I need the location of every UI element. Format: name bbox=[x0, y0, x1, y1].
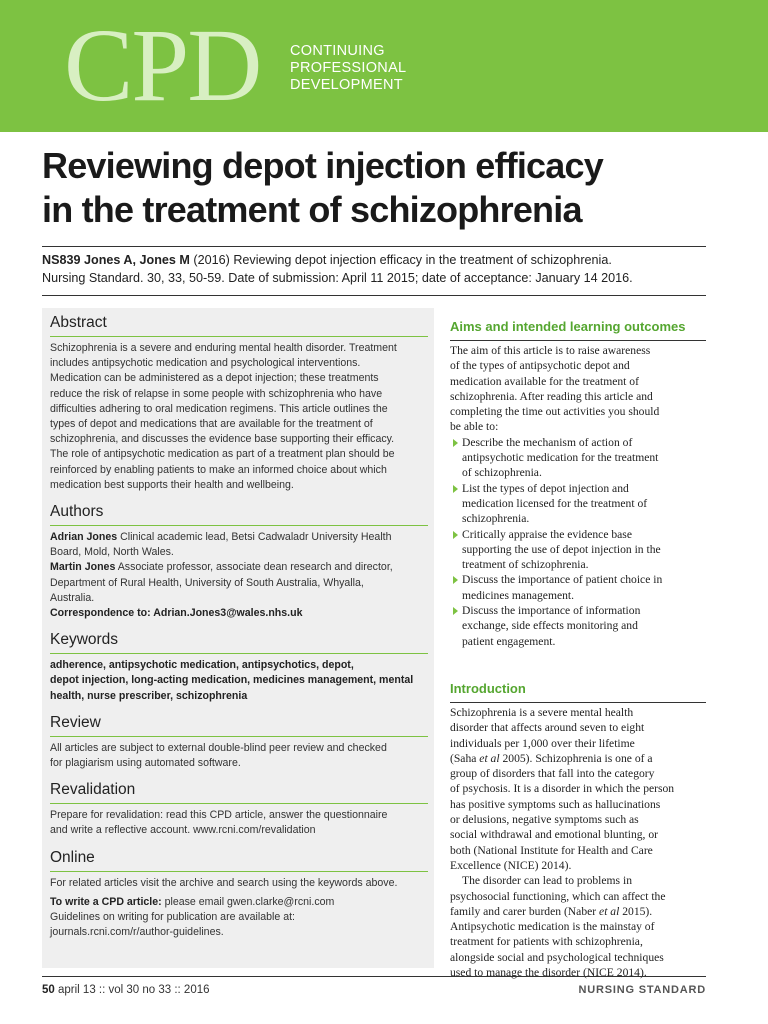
text-line: please email gwen.clarke@rcni.com bbox=[161, 895, 335, 908]
citation-ref: NS839 Jones A, Jones M bbox=[42, 253, 190, 267]
abstract-text bbox=[50, 341, 428, 493]
text-fragment: et al bbox=[599, 904, 620, 918]
aims-list bbox=[450, 435, 706, 649]
text-line: medicines management. bbox=[462, 588, 575, 602]
review-heading: Review bbox=[50, 712, 428, 737]
text-line: adherence, antipsychotic medication, antipsychotics, depot, bbox=[50, 659, 354, 672]
page-number: 50 bbox=[42, 984, 55, 996]
text-line: Schizophrenia is a severe mental health bbox=[450, 705, 634, 719]
title-line: in the treatment of schizophrenia bbox=[42, 189, 582, 230]
sidebar-panel bbox=[42, 308, 434, 968]
text-line: patient engagement. bbox=[462, 634, 556, 648]
citation bbox=[42, 251, 706, 287]
text-line: Antipsychotic medication is the mainstay of bbox=[450, 920, 655, 934]
divider bbox=[42, 295, 706, 296]
text-line: schizophrenia. After reading this article and bbox=[450, 389, 653, 403]
revalidation-heading: Revalidation bbox=[50, 779, 428, 804]
text-line: used to manage the disorder (NICE 2014). bbox=[450, 965, 647, 979]
text-line: Clinical academic lead, Betsi Cadwaladr University Health bbox=[117, 531, 392, 544]
text-line: The disorder can lead to problems in bbox=[462, 874, 632, 888]
keywords-text bbox=[50, 658, 428, 704]
text-line: includes antipsychotic medication and psychological interventions. bbox=[50, 357, 361, 370]
text-line: medication best supports their health and wellbeing. bbox=[50, 478, 294, 491]
text-fragment: 2015). bbox=[619, 904, 653, 918]
text-line: Board, Mold, North Wales. bbox=[50, 546, 174, 559]
text-line: Describe the mechanism of action of bbox=[462, 435, 633, 449]
aims-heading: Aims and intended learning outcomes bbox=[450, 318, 706, 341]
text-line: The role of antipsychotic medication as part of a treatment plan should be bbox=[50, 448, 395, 461]
text-line bbox=[450, 904, 706, 919]
text-line: supporting the use of depot injection in the bbox=[462, 542, 661, 556]
text-line: alongside social and psychological techniques bbox=[450, 950, 664, 964]
main-column bbox=[450, 318, 706, 980]
text-line: Department of Rural Health, University of South Australia, Whyalla, bbox=[50, 576, 364, 589]
text-line: for plagiarism using automated software. bbox=[50, 757, 241, 770]
text-line: treatment for patients with schizophrenia, bbox=[450, 935, 643, 949]
text-line: schizophrenia, and discusses the evidence base supporting their efficacy. bbox=[50, 433, 395, 446]
text-line: psychosocial functioning, which can affect the bbox=[450, 889, 666, 903]
correspondence: Correspondence to: Adrian.Jones3@wales.nhs.uk bbox=[50, 607, 303, 620]
divider bbox=[42, 246, 706, 247]
text-line: be able to: bbox=[450, 420, 499, 434]
text-line: treatment of schizophrenia. bbox=[462, 558, 589, 572]
text-line: and write a reflective account. www.rcni.com/revalidation bbox=[50, 824, 316, 837]
text-line: social withdrawal and emotional blunting, or bbox=[450, 828, 658, 842]
author-name: Martin Jones bbox=[50, 561, 116, 574]
text-line: Schizophrenia is a severe and enduring mental health disorder. Treatment bbox=[50, 342, 397, 354]
text-line: For related articles visit the archive and search using the keywords above. bbox=[50, 876, 398, 889]
text-line: The aim of this article is to raise awareness bbox=[450, 344, 651, 357]
cpd-subtitle bbox=[290, 43, 406, 94]
text-line: has positive symptoms such as hallucinations bbox=[450, 797, 661, 811]
keywords-heading: Keywords bbox=[50, 629, 428, 654]
introduction-text bbox=[450, 705, 706, 980]
cpd-logo: CPD bbox=[64, 8, 261, 123]
text-line: antipsychotic medication for the treatment bbox=[462, 451, 659, 465]
text-line: health, nurse prescriber, schizophrenia bbox=[50, 689, 248, 702]
review-text bbox=[50, 741, 428, 771]
citation-text: Nursing Standard. 30, 33, 50-59. Date of submission: April 11 2015; date of acceptance: January 14 2016. bbox=[42, 271, 633, 285]
introduction-heading: Introduction bbox=[450, 680, 706, 703]
online-text bbox=[50, 876, 428, 941]
text-line: Prepare for revalidation: read this CPD article, answer the questionnaire bbox=[50, 809, 388, 822]
text-line: of psychosis. It is a disorder in which the person bbox=[450, 782, 675, 796]
text-line: schizophrenia. bbox=[462, 512, 530, 526]
text-line: Medication can be administered as a depot injection; these treatments bbox=[50, 372, 379, 385]
citation-text: (2016) Reviewing depot injection efficacy in the treatment of schizophrenia. bbox=[189, 253, 612, 267]
text-line: exchange, side effects monitoring and bbox=[462, 619, 638, 633]
text-line: types of depot and medications that are available for the treatment of bbox=[50, 418, 373, 431]
footer-divider bbox=[42, 976, 706, 977]
text-line: of the types of antipsychotic depot and bbox=[450, 359, 630, 373]
text-line: or delusions, negative symptoms such as bbox=[450, 813, 639, 827]
text-line: both (National Institute for Health and Care bbox=[450, 843, 653, 857]
list-item bbox=[450, 435, 706, 481]
list-item bbox=[450, 572, 706, 603]
text-line: Critically appraise the evidence base bbox=[462, 527, 632, 541]
text-line: reinforced by enabling patients to make an informed choice about which bbox=[50, 463, 387, 476]
journal-name: NURSING STANDARD bbox=[578, 984, 706, 996]
cpd-subtitle-line: CONTINUING bbox=[290, 43, 385, 59]
text-line: Discuss the importance of information bbox=[462, 604, 641, 618]
text-line: disorder that affects around seven to eight bbox=[450, 721, 645, 735]
text-line: medication available for the treatment of bbox=[450, 374, 639, 388]
text-fragment: (Saha bbox=[450, 751, 480, 765]
text-line: difficulties adhering to oral medication regimens. This article outlines the bbox=[50, 402, 388, 415]
text-line: medication licensed for the treatment of bbox=[462, 496, 648, 510]
authors-text bbox=[50, 530, 428, 621]
cpd-subtitle-line: DEVELOPMENT bbox=[290, 77, 403, 93]
text-line bbox=[450, 751, 706, 766]
issue-info: april 13 :: vol 30 no 33 :: 2016 bbox=[54, 984, 210, 996]
title-line: Reviewing depot injection efficacy bbox=[42, 145, 603, 186]
revalidation-text bbox=[50, 808, 428, 838]
page-footer bbox=[42, 982, 706, 998]
cpd-write-label: To write a CPD article: bbox=[50, 895, 162, 908]
authors-heading: Authors bbox=[50, 501, 428, 526]
online-heading: Online bbox=[50, 847, 428, 872]
text-line: completing the time out activities you should bbox=[450, 405, 660, 419]
list-item bbox=[450, 603, 706, 649]
text-line: reduce the risk of relapse in some people with schizophrenia who have bbox=[50, 387, 383, 400]
abstract-heading: Abstract bbox=[50, 312, 428, 337]
text-line: journals.rcni.com/r/author-guidelines. bbox=[50, 926, 224, 939]
text-line: Excellence (NICE) 2014). bbox=[450, 858, 572, 872]
cpd-subtitle-line: PROFESSIONAL bbox=[290, 60, 407, 76]
text-line: Guidelines on writing for publication are available at: bbox=[50, 911, 295, 924]
text-line: List the types of depot injection and bbox=[462, 481, 629, 495]
text-line: Australia. bbox=[50, 591, 95, 604]
cpd-banner bbox=[0, 0, 768, 132]
text-fragment: family and carer burden (Naber bbox=[450, 904, 600, 918]
text-line: group of disorders that fall into the category bbox=[450, 767, 655, 781]
article-title bbox=[42, 144, 722, 232]
text-line: of schizophrenia. bbox=[462, 466, 542, 480]
text-fragment: et al bbox=[479, 751, 500, 765]
list-item bbox=[450, 527, 706, 573]
author-name: Adrian Jones bbox=[50, 531, 118, 544]
text-fragment: 2005). Schizophrenia is one of a bbox=[499, 751, 653, 765]
list-item bbox=[450, 481, 706, 527]
text-line: Associate professor, associate dean research and director, bbox=[115, 561, 393, 574]
text-line: depot injection, long-acting medication, medicines management, mental bbox=[50, 674, 414, 687]
text-line: Discuss the importance of patient choice in bbox=[462, 573, 663, 587]
text-line: All articles are subject to external double-blind peer review and checked bbox=[50, 741, 387, 754]
aims-intro bbox=[450, 343, 706, 435]
text-line: individuals per 1,000 over their lifetime bbox=[450, 736, 635, 750]
